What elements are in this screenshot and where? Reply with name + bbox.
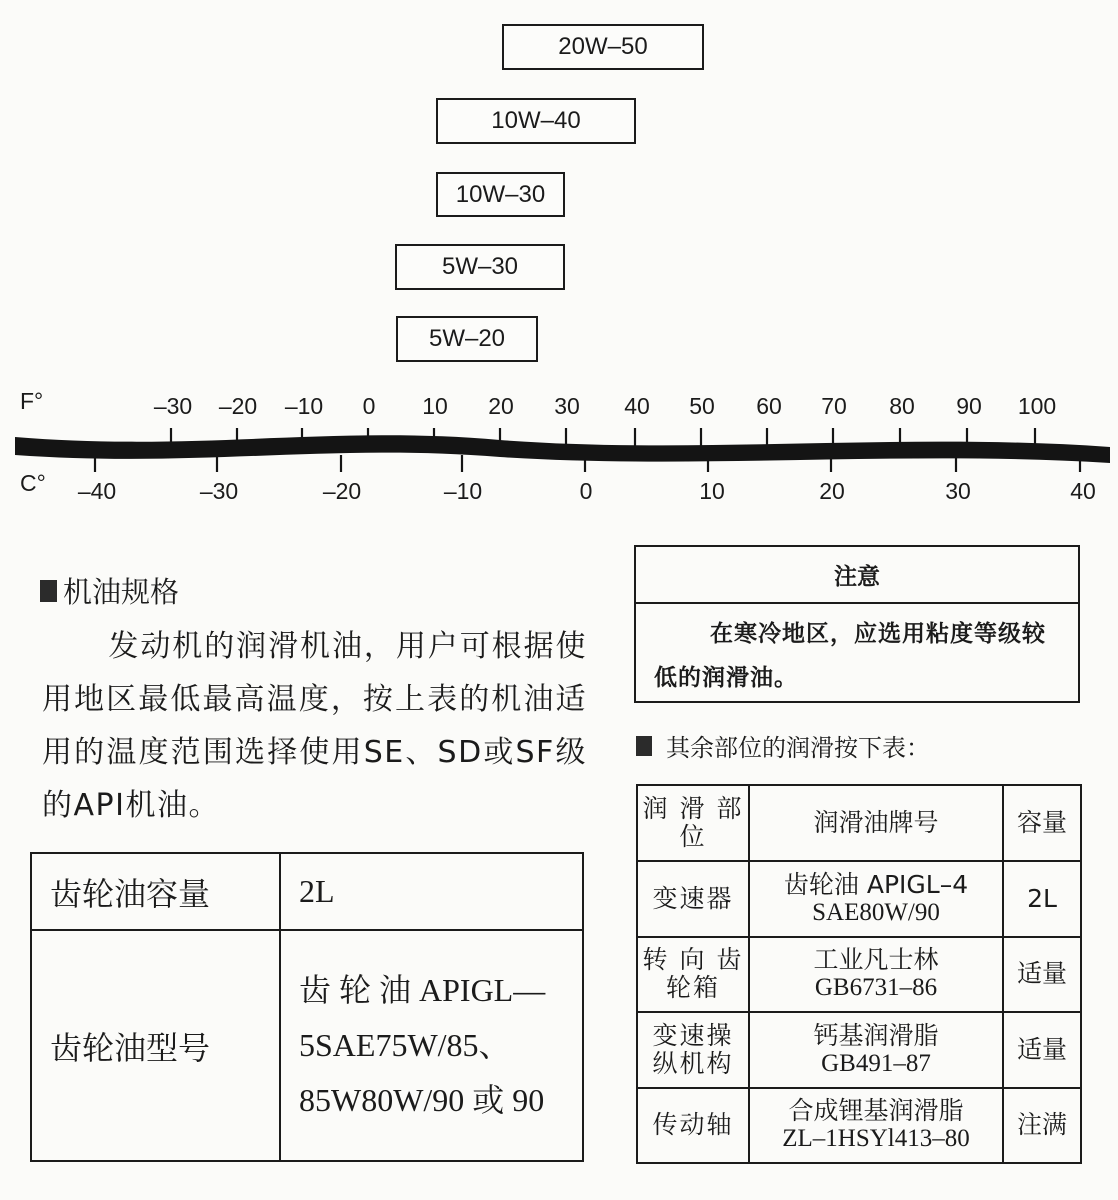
header-part: 润 滑 部 位	[637, 785, 749, 861]
c-tick-label: –30	[199, 478, 239, 504]
grade-box-5w20: 5W–20	[396, 316, 538, 362]
row-capacity: 适量	[1003, 937, 1081, 1013]
c-tick-label: 30	[945, 478, 971, 504]
row-part: 传动轴	[637, 1088, 749, 1164]
grade-box-10w40: 10W–40	[436, 98, 636, 144]
temperature-scale-bar	[0, 380, 1118, 480]
oil-spec-heading: 机油规格	[40, 570, 179, 611]
notice-body: 在寒冷地区，应选用粘度等级较低的润滑油。	[654, 621, 1046, 691]
f-tick-label: 30	[554, 393, 580, 419]
gear-oil-capacity-value: 2L	[280, 853, 583, 930]
c-tick-label: –10	[443, 478, 483, 504]
gear-oil-model-label: 齿轮油型号	[31, 930, 280, 1161]
c-tick-label: 40	[1070, 478, 1096, 504]
f-tick-label: 70	[821, 393, 847, 419]
table-header-row	[637, 785, 1081, 861]
row-capacity: 2L	[1003, 861, 1081, 937]
scale-bar-shape	[15, 435, 1110, 463]
f-tick-label: 10	[422, 393, 448, 419]
brand-code: GB491–87	[821, 1049, 931, 1077]
row-capacity: 注满	[1003, 1088, 1081, 1164]
table-row	[637, 1088, 1081, 1164]
fahrenheit-unit-label: F°	[20, 388, 44, 414]
brand-name: 合成锂基润滑脂	[788, 1096, 964, 1126]
grade-box-5w30: 5W–30	[395, 244, 565, 290]
f-tick-label: 90	[956, 393, 982, 419]
gear-oil-model-value: 齿 轮 油 APIGL—5SAE75W/85、85W80W/90 或 90	[280, 930, 583, 1161]
grade-box-20w50: 20W–50	[502, 24, 704, 70]
f-tick-label: 60	[756, 393, 782, 419]
brand-code: ZL–1HSYl413–80	[782, 1125, 970, 1153]
brand-name: 齿轮油 APIGL–4	[783, 869, 969, 899]
f-tick-label: 80	[889, 393, 915, 419]
brand-code: GB6731–86	[814, 974, 938, 1002]
row-part: 变速器	[637, 861, 749, 937]
c-tick-label: –20	[322, 478, 362, 504]
header-brand: 润滑油牌号	[749, 785, 1003, 861]
header-capacity: 容量	[1003, 785, 1081, 861]
notice-box	[634, 545, 1080, 703]
table-row	[637, 937, 1081, 1013]
table-row	[31, 853, 583, 930]
row-brand	[749, 937, 1003, 1013]
c-tick-label: 20	[819, 478, 845, 504]
other-lubrication-heading: 其余部位的润滑按下表：	[636, 728, 930, 763]
brand-name: 钙基润滑脂	[813, 1020, 939, 1050]
f-tick-label: 40	[624, 393, 650, 419]
table-row	[637, 1012, 1081, 1088]
c-tick-label: –40	[77, 478, 117, 504]
grade-box-10w30: 10W–30	[436, 172, 565, 217]
f-tick-label: –30	[153, 393, 193, 419]
lubrication-table	[636, 784, 1082, 1164]
f-tick-label: –20	[218, 393, 258, 419]
f-tick-label: 0	[362, 393, 376, 419]
gear-oil-table	[30, 852, 584, 1162]
f-tick-label: 100	[1017, 393, 1057, 419]
celsius-unit-label: C°	[20, 470, 46, 496]
row-brand	[749, 1012, 1003, 1088]
table-row	[637, 861, 1081, 937]
gear-oil-capacity-label: 齿轮油容量	[31, 853, 280, 930]
oil-spec-paragraph: 发动机的润滑机油，用户可根据使用地区最低最高温度，按上表的机油适用的温度范围选择使用SE、SD或SF级的API机油。	[42, 629, 587, 823]
row-capacity: 适量	[1003, 1012, 1081, 1088]
notice-title: 注意	[636, 547, 1078, 604]
row-part: 变速操纵机构	[637, 1012, 749, 1088]
bullet-square-icon	[636, 736, 652, 756]
bullet-square-icon	[40, 580, 57, 602]
row-part: 转 向 齿轮箱	[637, 937, 749, 1013]
f-tick-label: 50	[689, 393, 715, 419]
f-tick-label: 20	[488, 393, 514, 419]
table-row	[31, 930, 583, 1161]
c-tick-label: 10	[699, 478, 725, 504]
brand-code: SAE80W/90	[812, 898, 940, 926]
f-tick-label: –10	[284, 393, 324, 419]
row-brand	[749, 861, 1003, 937]
c-tick-label: 0	[579, 478, 593, 504]
brand-name: 工业凡士林	[813, 945, 939, 975]
row-brand	[749, 1088, 1003, 1164]
